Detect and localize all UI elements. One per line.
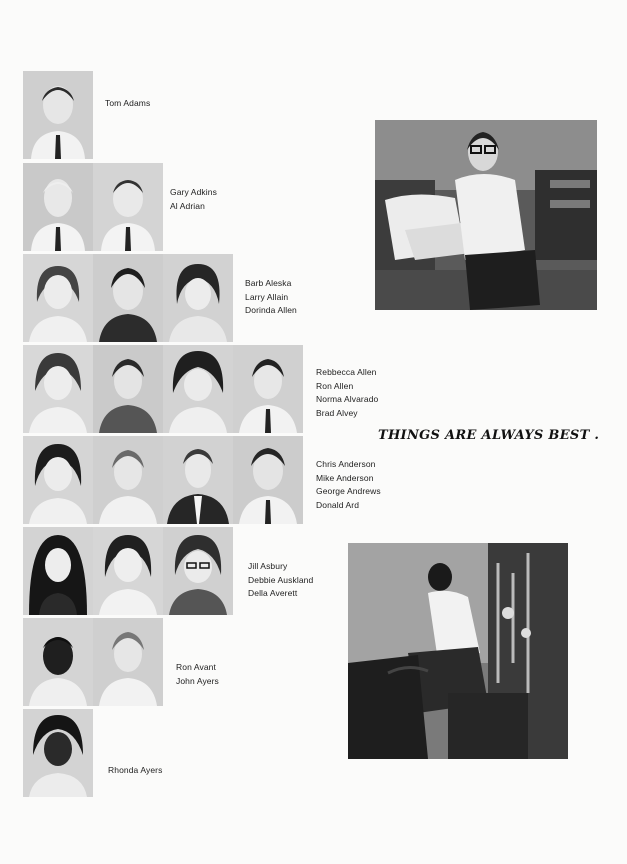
student-name: Ron Allen (316, 380, 354, 391)
student-name: George Andrews (316, 486, 381, 496)
student-name: Larry Allain (245, 291, 289, 302)
portrait-ron-allen (93, 345, 163, 433)
student-name: Donald Ard (316, 499, 360, 510)
portrait-chris-anderson (23, 436, 93, 524)
student-name: Brad Alvey (316, 407, 358, 418)
names-row-6 (248, 560, 313, 601)
candid-photo-student-reading (375, 120, 597, 310)
student-name: Rhonda Ayers (108, 765, 163, 775)
names-row-8 (108, 764, 162, 778)
portrait-ron-avant (23, 618, 93, 706)
student-name: Gary Adkins (170, 187, 217, 197)
student-name: Dorinda Allen (245, 305, 297, 315)
student-name: Mike Anderson (316, 472, 374, 483)
portrait-debbie-auskland (93, 527, 163, 615)
candid-photo-student-lab (348, 543, 568, 759)
portrait-della-averett (163, 527, 233, 615)
portrait-tom-adams (23, 71, 93, 159)
portrait-donald-ard (233, 436, 303, 524)
portrait-jill-asbury (23, 527, 93, 615)
portrait-george-andrews (163, 436, 233, 524)
student-name: Chris Anderson (316, 459, 376, 469)
page-caption: THINGS ARE ALWAYS BEST . (378, 428, 600, 443)
names-row-4 (316, 366, 378, 420)
student-name: Ron Avant (176, 662, 216, 672)
student-name: Tom Adams (105, 98, 151, 108)
portrait-john-ayers (93, 618, 163, 706)
student-name: John Ayers (176, 675, 219, 686)
portrait-norma-alvarado (163, 345, 233, 433)
portrait-rhonda-ayers (23, 709, 93, 797)
portrait-rebbecca-allen (23, 345, 93, 433)
student-name: Rebbecca Allen (316, 367, 377, 377)
student-name: Norma Alvarado (316, 394, 379, 404)
portrait-mike-anderson (93, 436, 163, 524)
names-row-3 (245, 277, 297, 318)
student-name: Jill Asbury (248, 561, 288, 571)
portrait-brad-alvey (233, 345, 303, 433)
names-row-7 (176, 661, 219, 688)
portrait-gary-adkins (23, 163, 93, 251)
portrait-dorinda-allen (163, 254, 233, 342)
student-name: Al Adrian (170, 200, 205, 211)
portrait-al-adrian (93, 163, 163, 251)
student-name: Della Averett (248, 588, 298, 598)
names-row-1 (105, 97, 150, 111)
portrait-larry-allain (93, 254, 163, 342)
student-name: Debbie Auskland (248, 574, 314, 585)
student-name: Barb Aleska (245, 278, 292, 288)
names-row-2 (170, 186, 217, 213)
portrait-barb-aleska (23, 254, 93, 342)
names-row-5 (316, 458, 381, 512)
